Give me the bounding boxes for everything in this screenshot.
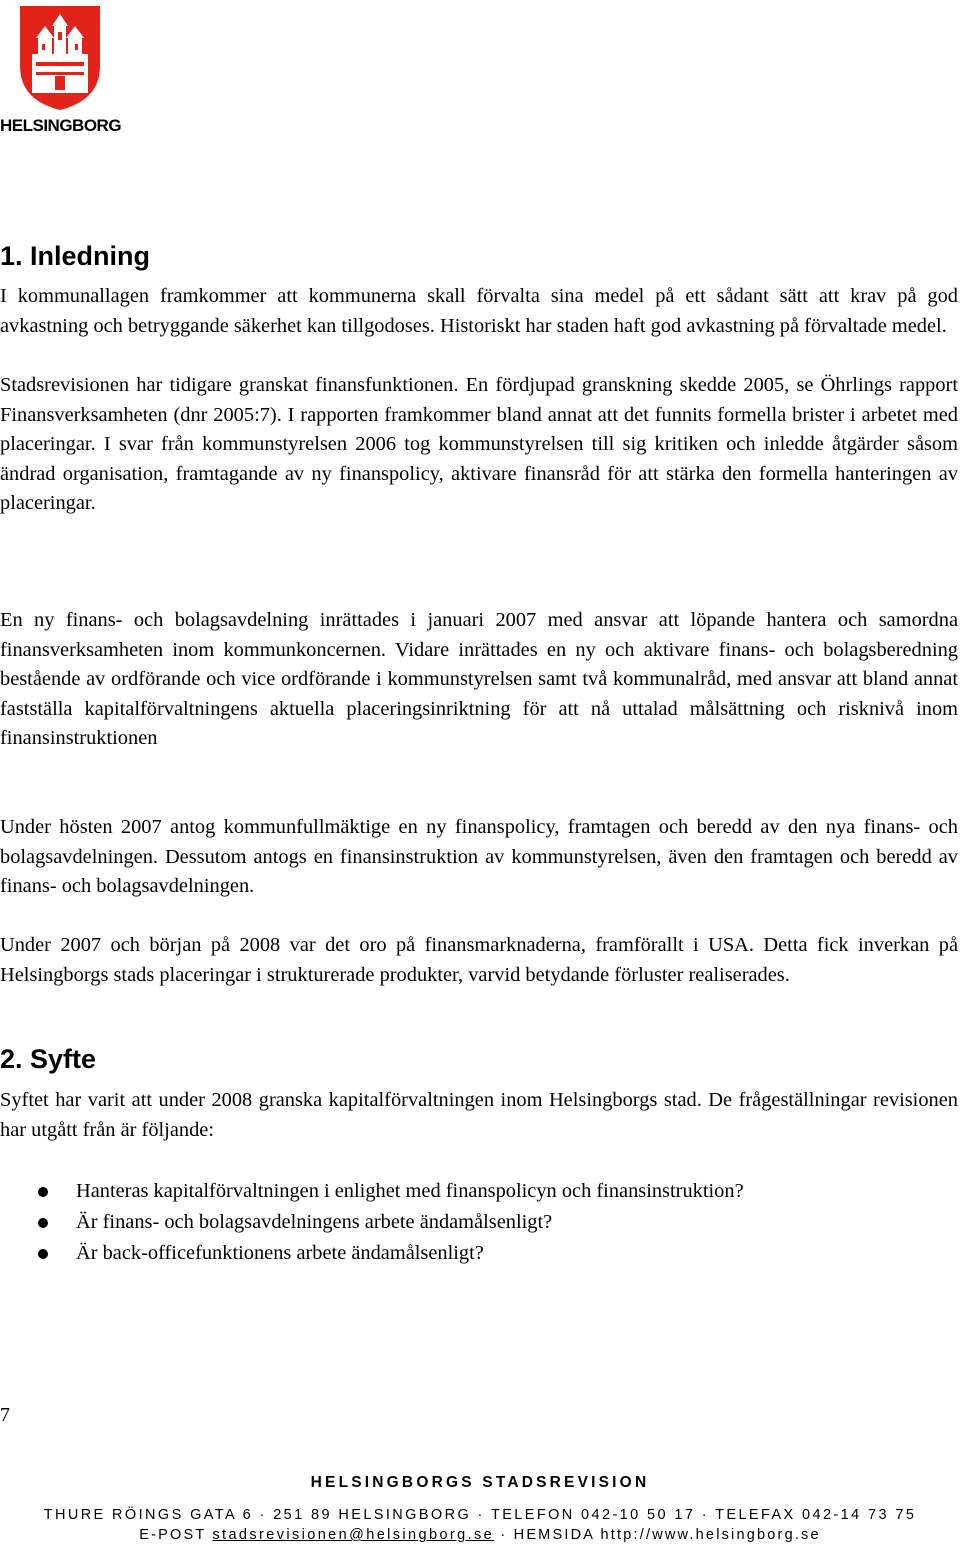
bullet-icon	[38, 1187, 48, 1197]
paragraph: Under hösten 2007 antog kommunfullmäktige en ny finanspolicy, framtagen och beredd av den nya finans- och bolagsavdelningen. Dessutom antogs en finansinstruktion av kommunstyrelsen, även den framtagen och beredd av finans- och bolagsavdelningen.	[0, 816, 958, 898]
list-item	[0, 1207, 744, 1238]
section-heading-syfte: 2. Syfte	[0, 1044, 97, 1074]
bullet-icon	[38, 1249, 48, 1259]
list-item-text: Är finans- och bolagsavdelningens arbete ändamålsenligt?	[76, 1211, 553, 1233]
paragraph: Stadsrevisionen har tidigare granskat finansfunktionen. En fördjupad granskning skedde 2005, se Öhrlings rapport Finansverksamheten (dnr 2005:7). I rapporten framkommer bland annat att det funnits formella brister i arbetet med placeringar. I svar från kommunstyrelsen 2006 tog kommunstyrelsen till sig kritiken och inledde åtgärder såsom ändrad organisation, framtagande av ny finanspolicy, aktivare finansråd för att stärka den formella hanteringen av placeringar.	[0, 374, 958, 515]
list-item	[0, 1238, 744, 1269]
helsingborg-logo	[0, 0, 130, 140]
city-coat-of-arms-icon	[18, 4, 102, 112]
question-list	[0, 1176, 744, 1269]
list-item	[0, 1176, 744, 1207]
email-label: E-POST	[139, 1527, 213, 1543]
footer-contact	[0, 1527, 960, 1543]
logo-wordmark: HELSINGBORG	[0, 116, 122, 135]
footer-organization: HELSINGBORGS STADSREVISION	[310, 1474, 650, 1491]
footer-address: THURE RÖINGS GATA 6 · 251 89 HELSINGBORG · TELEFON 042-10 50 17 · TELEFAX 042-14 73 75	[43, 1507, 917, 1523]
list-item-text: Hanteras kapitalförvaltningen i enlighet med finanspolicyn och finansinstruktion?	[76, 1180, 744, 1202]
bullet-icon	[38, 1218, 48, 1228]
email-link[interactable]: stadsrevisionen@helsingborg.se	[212, 1527, 495, 1543]
section-heading-inledning: 1. Inledning	[0, 241, 151, 271]
paragraph: En ny finans- och bolagsavdelning inrättades i januari 2007 med ansvar att löpande hantera och samordna finansverksamheten inom kommunkoncernen. Vidare inrättades en ny och aktivare finans- och bolagsberedning bestående av ordförande och vice ordförande i kommunstyrelsen samt två kommunalråd, med ansvar att bland annat fastställa kapitalförvaltningens aktuella placeringsinriktning för att nå uttalad målsättning och risknivå inom finansinstruktionen	[0, 609, 958, 750]
paragraph: Syftet har varit att under 2008 granska kapitalförvaltningen inom Helsingborgs stad. De frågeställningar revisionen har utgått från är följande:	[0, 1089, 958, 1141]
paragraph: Under 2007 och början på 2008 var det oro på finansmarknaderna, framförallt i USA. Detta fick inverkan på Helsingborgs stads placeringar i strukturerade produkter, varvid betydande förluster realiserades.	[0, 934, 958, 986]
website-label: · HEMSIDA	[494, 1527, 601, 1543]
list-item-text: Är back-officefunktionens arbete ändamålsenligt?	[76, 1242, 484, 1264]
paragraph: I kommunallagen framkommer att kommunerna skall förvalta sina medel på ett sådant sätt att krav på god avkastning och betryggande säkerhet kan tillgodoses. Historiskt har staden haft god avkastning på förvaltade medel.	[0, 285, 958, 337]
page-number: 7	[0, 1404, 10, 1426]
website-link[interactable]: http://www.helsingborg.se	[600, 1527, 821, 1543]
